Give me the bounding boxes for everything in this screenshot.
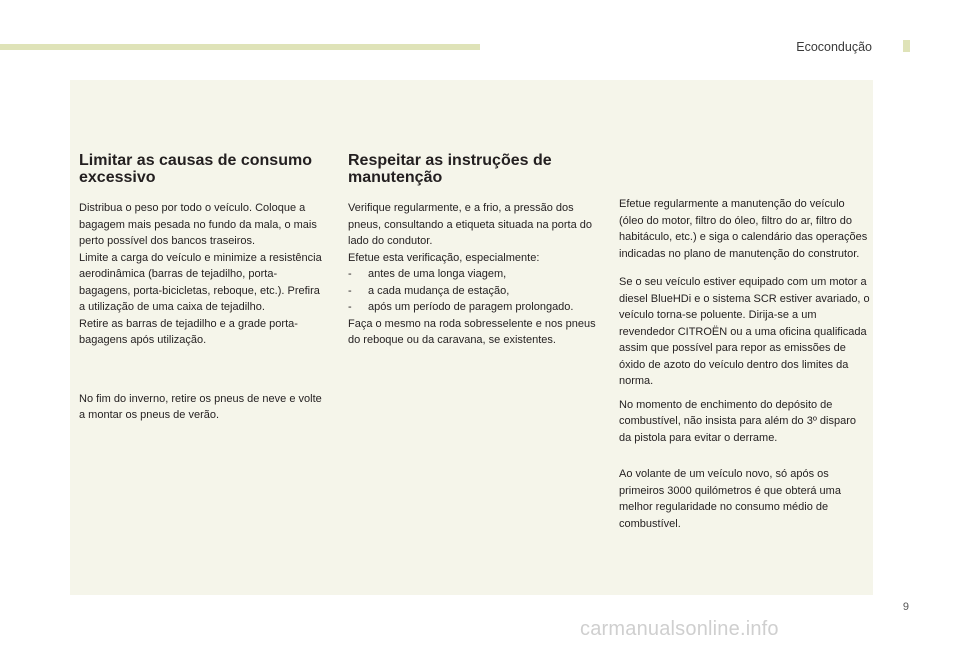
heading-consumption: Limitar as causas de consumo excessivo [79,152,312,186]
list-item: - após um período de paragem prolongado. [348,299,603,316]
paragraph-spare-wheel: Faça o mesmo na roda sobresselente e nos pneus do reboque ou da caravana, se existentes. [348,317,596,346]
page-number: 9 [902,601,909,613]
list-item: - antes de uma longa viagem, [348,266,603,283]
section-marker [903,40,910,52]
paragraph-roof-bars: Retire as barras de tejadilho e a grade porta-bagagens após utilização. [79,317,298,346]
paragraph-load: Limite a carga do veículo e minimize a resistência aerodinâmica (barras de tejadilho, porta-bagagens, porta-bicicletas, reboque, etc.). Prefira a utilização de uma caixa de tejadilho. [79,251,322,313]
paragraph-weight: Distribua o peso por todo o veículo. Coloque a bagagem mais pesada no fundo da mala, o mais perto possível dos bancos traseiros. [79,202,317,247]
paragraph-scr: Se o seu veículo estiver equipado com um motor a diesel BlueHDi e o sistema SCR estiver avariado, o veículo torna-se poluente. Dirija-se a um revendedor CITROËN ou a uma oficina qualificada assim que possível para repor as emissões de óxido de azoto do veículo dentro dos limites da norma. [619,276,870,387]
header-accent-bar [0,44,480,50]
paragraph-tyre-pressure: Verifique regularmente, e a frio, a pressão dos pneus, consultando a etiqueta situada na porta do lado do condutor. [348,202,593,247]
column-consumption [79,152,324,424]
paragraph-winter-tyres: No fim do inverno, retire os pneus de neve e volte a montar os pneus de verão. [79,392,322,421]
heading-maintenance: Respeitar as instruções de manutenção [348,152,552,186]
column-maintenance [348,152,603,349]
watermark: carmanualsonline.info [580,618,779,640]
section-title: Ecocondução [796,40,872,54]
paragraph-check-lead: Efetue esta verificação, especialmente: [348,251,540,264]
paragraph-service: Efetue regularmente a manutenção do veículo (óleo do motor, filtro do óleo, filtro do ar, filtro do habitáculo, etc.) e siga o calendário das operações indicadas no plano de manutenção do construtor. [619,198,868,260]
paragraph-new-vehicle: Ao volante de um veículo novo, só após os primeiros 3000 quilómetros é que obterá uma melhor regularidade no consumo médio de combustível. [619,468,841,530]
paragraph-refuel: No momento de enchimento do depósito de combustível, não insista para além do 3º disparo da pistola para evitar o derrame. [619,398,856,444]
column-notes [619,196,871,532]
list-item: - a cada mudança de estação, [348,283,603,300]
